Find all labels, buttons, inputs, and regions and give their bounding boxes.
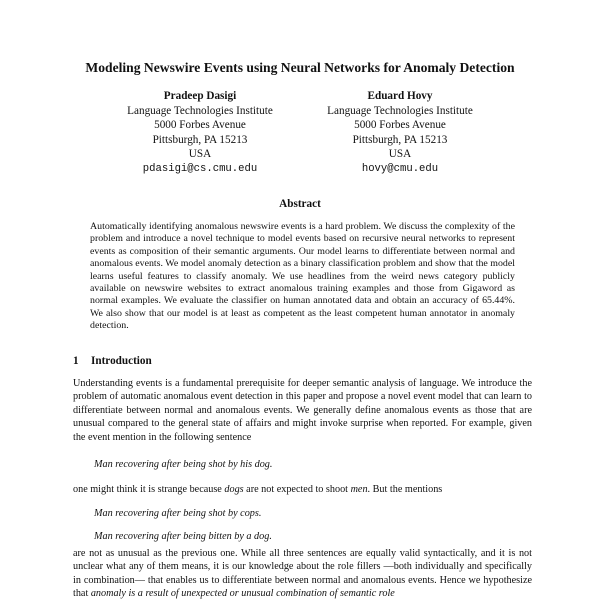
author-address-line: Pittsburgh, PA 15213 <box>352 133 448 146</box>
author-address-line: Pittsburgh, PA 15213 <box>152 133 248 146</box>
text-run: are not as unusual as the previous one. While all three sentences are equally valid syntactically, and it is not unclear what any of them means, it is our knowledge about the role fillers —both individually and specifically in combination— that enables us to differentiate between normal and anomalous events. Hence we hypothesize that <box>73 548 532 600</box>
text-run: are not expected to shoot <box>243 484 351 495</box>
abstract-text: Automatically identifying anomalous newswire events is a hard problem. We discuss the complexity of the problem and introduce a novel technique to model events based on recursive neural networks to represent events as composition of their semantic arguments. Our model learns to differentiate between normal and anomalous events. We model anomaly detection as a binary classification problem and show that the model learns useful features to classify anomaly. We use headlines from the weird news category publicly available on newswire websites to extract anomalous training examples and those from Gigaword as normal examples. We evaluate the classifier on human annotated data and obtain an accuracy of 65.44%. We also show that our model is at least as competent as the least competent human annotator in anomaly detection. <box>90 221 515 332</box>
author-name: Pradeep Dasigi <box>163 90 237 102</box>
author-address-line: 5000 Forbes Avenue <box>154 119 246 132</box>
author-affiliation: Language Technologies Institute <box>127 104 273 117</box>
section-title: Introduction <box>91 355 152 367</box>
text-run: one might think it is strange because <box>73 484 225 495</box>
author-email: pdasigi@cs.cmu.edu <box>142 162 258 175</box>
emphasis: men <box>350 484 368 495</box>
section-heading <box>73 355 533 367</box>
author-affiliation: Language Technologies Institute <box>327 104 473 117</box>
author-block <box>300 89 500 177</box>
abstract-heading: Abstract <box>279 198 321 210</box>
body-paragraph <box>73 483 532 496</box>
example-sentence: Man recovering after being bitten by a dog. <box>94 531 272 542</box>
author-country: USA <box>188 148 212 161</box>
text-run: . But the mentions <box>367 484 443 495</box>
author-block <box>100 89 300 177</box>
body-paragraph <box>73 547 532 601</box>
author-name: Eduard Hovy <box>367 90 433 102</box>
emphasis: dogs <box>224 484 244 495</box>
author-email: hovy@cmu.edu <box>361 162 439 175</box>
example-sentence: Man recovering after being shot by cops. <box>94 508 262 519</box>
author-country: USA <box>388 148 412 161</box>
author-address-line: 5000 Forbes Avenue <box>354 119 446 132</box>
emphasis: anomaly is a result of unexpected or unusual combination of semantic role <box>90 588 395 600</box>
intro-paragraph: Understanding events is a fundamental prerequisite for deeper semantic analysis of language. We introduce the problem of automatic anomalous event detection in this paper and propose a novel event model that can learn to differentiate between normal and anomalous events. We generally define anomalous events as those that are unusual compared to the general state of affairs and might invoke surprise when reported. For example, given the event mention in the following sentence <box>73 378 532 443</box>
example-sentence: Man recovering after being shot by his dog. <box>94 459 273 470</box>
paper-title: Modeling Newswire Events using Neural Networks for Anomaly Detection <box>85 60 515 75</box>
section-number: 1 <box>73 355 79 367</box>
